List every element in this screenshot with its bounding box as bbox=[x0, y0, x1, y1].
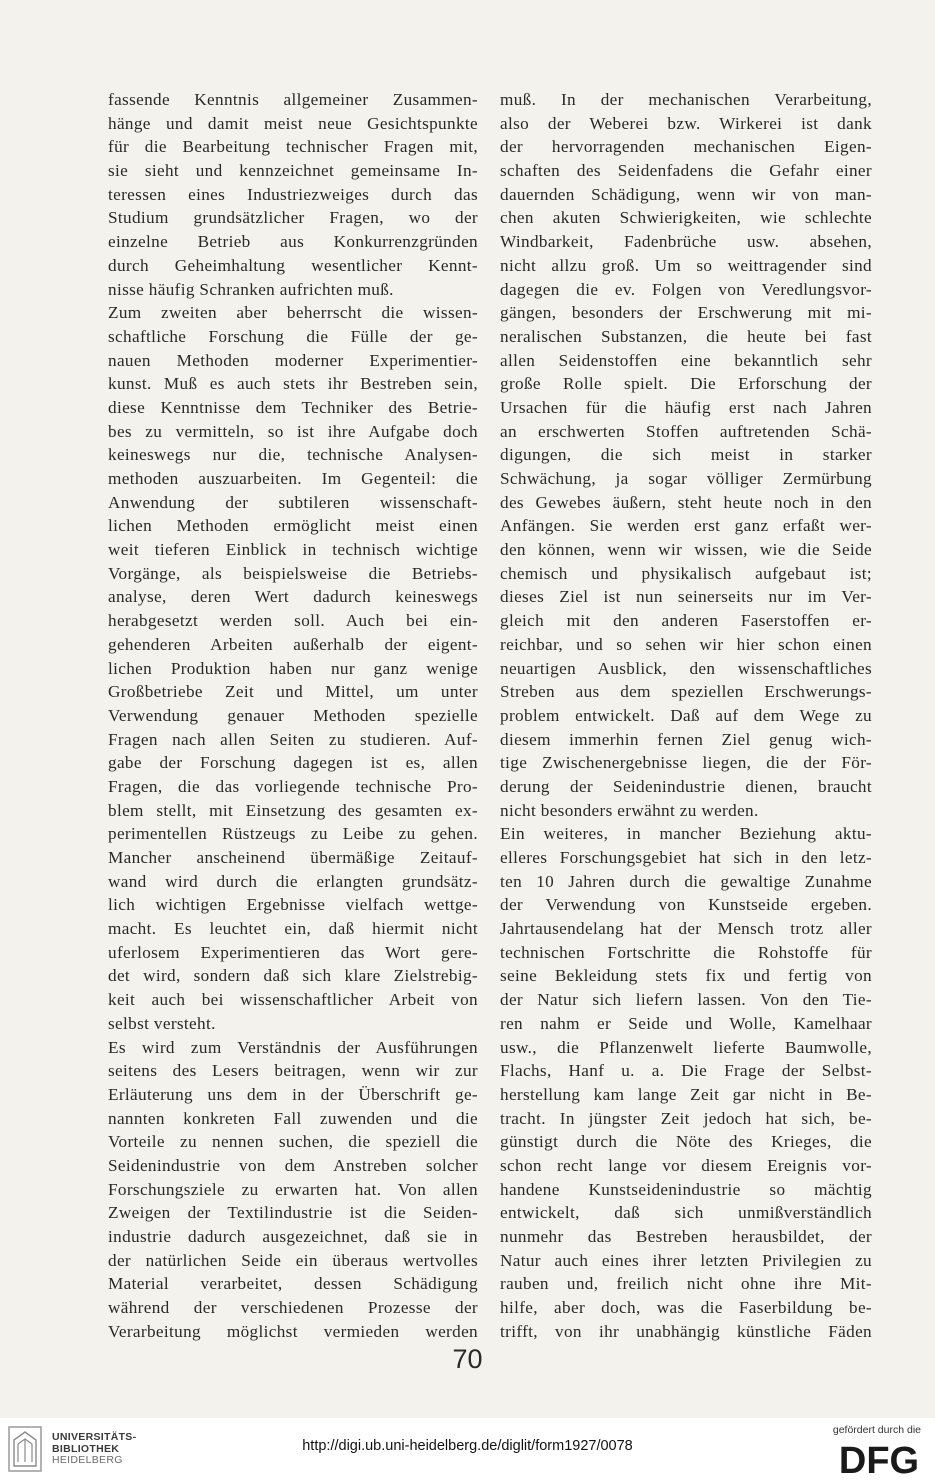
text-line: seine Bekleidung stets fix und fertig von bbox=[500, 966, 872, 986]
text-line: diese Kenntnisse dem Techniker des Betrie- bbox=[108, 397, 478, 417]
text-line: einzelne Betrieb aus Konkurrenzgründen bbox=[108, 232, 478, 252]
text-line: selbst versteht. bbox=[108, 1013, 216, 1033]
text-line: analyse, deren Wert dadurch keineswegs bbox=[108, 587, 478, 607]
text-line: Es wird zum Verständnis der Ausführungen bbox=[108, 1037, 478, 1057]
text-line: problem entwickelt. Daß auf dem Wege zu bbox=[500, 705, 872, 725]
text-line: schon recht lange vor diesem Ereignis vor- bbox=[500, 1155, 872, 1175]
library-line-3: HEIDELBERG bbox=[52, 1454, 123, 1466]
text-line: handene Kunstseidenindustrie so mächtig bbox=[500, 1179, 872, 1199]
text-line: keit auch bei wissenschaftlicher Arbeit von bbox=[108, 990, 478, 1010]
text-line: nicht allzu groß. Um so weittragender sind bbox=[500, 255, 872, 275]
text-line: Vorteile zu nennen suchen, die speziell die bbox=[108, 1132, 478, 1152]
text-line: bes zu vermitteln, so ist ihre Aufgabe doch bbox=[108, 421, 478, 441]
text-line: uferlosem Experimentieren das Wort gere- bbox=[108, 942, 478, 962]
text-line: Anwendung der subtileren wissenschaft- bbox=[108, 492, 478, 512]
text-line: usw., die Pflanzenwelt lieferte Baumwolle, bbox=[500, 1037, 872, 1057]
left-text-column bbox=[108, 88, 478, 1343]
library-line-2: BIBLIOTHEK bbox=[52, 1442, 120, 1455]
text-line: Erläuterung uns dem in der Überschrift ge- bbox=[108, 1084, 478, 1104]
text-line: Forschungsziele zu erwarten hat. Von allen bbox=[108, 1179, 478, 1199]
text-line: gabe der Forschung dagegen ist es, allen bbox=[108, 753, 478, 773]
text-line: des Gewebes äußern, steht heute noch in den bbox=[500, 492, 872, 512]
text-line: durch Geheimhaltung wesentlicher Kennt- bbox=[108, 255, 478, 275]
text-line: kunst. Muß es auch stets ihr Bestreben sein, bbox=[108, 374, 478, 394]
text-line: hänge und damit meist neue Gesichtspunkte bbox=[108, 113, 478, 133]
text-line: chemisch und physikalisch aufgebaut ist; bbox=[500, 563, 872, 583]
text-line: digungen, die sich meist in starker bbox=[500, 445, 872, 465]
text-line: gängen, besonders der Erschwerung mit mi- bbox=[500, 303, 872, 323]
text-line: trifft, von ihr unabhängig künstliche Fäden bbox=[500, 1321, 872, 1341]
text-line: lich wichtigen Ergebnisse vielfach wettge- bbox=[108, 895, 478, 915]
text-line: Studium grundsätzlicher Fragen, wo der bbox=[108, 208, 478, 228]
text-line: der hervorragenden mechanischen Eigen- bbox=[500, 137, 872, 157]
text-line: Großbetriebe Zeit und Mittel, um unter bbox=[108, 682, 478, 702]
text-line: entwickelt, daß sich unmißverständlich bbox=[500, 1203, 872, 1223]
text-line: methoden auszuarbeiten. Im Gegenteil: die bbox=[108, 469, 478, 488]
text-line: lichen Methoden ermöglicht meist einen bbox=[108, 516, 478, 536]
text-line: det wird, sondern daß sich klare Zielstrebig- bbox=[108, 966, 478, 986]
text-line: weit tieferen Einblick in technisch wichtige bbox=[108, 540, 478, 560]
text-line: tracht. In jüngster Zeit jedoch hat sich, be- bbox=[500, 1108, 872, 1128]
text-line: während der verschiedenen Prozesse der bbox=[108, 1298, 478, 1318]
text-line: Verwendung genauer Methoden spezielle bbox=[108, 705, 478, 725]
text-line: an erschwerten Stoffen auftretenden Schä- bbox=[500, 421, 872, 441]
text-line: Fragen nach allen Seiten zu studieren. Auf- bbox=[108, 729, 478, 749]
text-line: Seidenindustrie von dem Anstreben solcher bbox=[108, 1155, 478, 1175]
text-line: seitens des Lesers beitragen, wenn wir zur bbox=[108, 1061, 478, 1081]
text-line: große Rolle spielt. Die Erforschung der bbox=[500, 374, 872, 394]
text-line: Flachs, Hanf u. a. Die Frage der Selbst- bbox=[500, 1061, 872, 1081]
text-line: teressen eines Industriezweiges durch das bbox=[108, 184, 478, 204]
text-line: derung der Seidenindustrie dienen, braucht bbox=[500, 776, 872, 796]
text-line: Verarbeitung möglichst vermieden werden bbox=[108, 1321, 478, 1341]
text-line: dauernden Schädigung, wenn wir von man- bbox=[500, 184, 872, 204]
text-line: perimentellen Rüstzeugs zu Leibe zu gehen. bbox=[108, 824, 478, 844]
text-line: dagegen die ev. Folgen von Veredlungsvor- bbox=[500, 279, 872, 299]
text-line: blem stellt, mit Einsetzung des gesamten ex- bbox=[108, 800, 478, 820]
text-line: lichen Produktion haben nur ganz wenige bbox=[108, 658, 478, 678]
text-line: wand wird durch die erlangten grundsätz- bbox=[108, 871, 478, 891]
text-line: gehenderen Arbeiten außerhalb der eigent- bbox=[108, 634, 478, 654]
text-line: herabgesetzt werden soll. Auch bei ein- bbox=[108, 611, 478, 631]
text-line: der natürlichen Seide ein überaus wertvolles bbox=[108, 1250, 478, 1270]
text-line: rauben und, freilich nicht ohne ihre Mit- bbox=[500, 1274, 872, 1294]
text-line: allen Seidenstoffen eine bekanntlich sehr bbox=[500, 350, 872, 370]
text-line: Material verarbeitet, dessen Schädigung bbox=[108, 1274, 478, 1294]
text-line: der Natur sich liefern lassen. Von den Tie- bbox=[500, 990, 872, 1010]
text-line: schaften des Seidenfadens die Gefahr einer bbox=[500, 161, 872, 181]
library-line-1: UNIVERSITÄTS- bbox=[52, 1431, 137, 1443]
text-line: nauen Methoden moderner Experimentier- bbox=[108, 350, 478, 370]
text-line: Jahrtausendelang hat der Mensch trotz aller bbox=[500, 919, 872, 939]
text-line: sie sieht und kennzeichnet gemeinsame In- bbox=[108, 161, 478, 181]
text-line: Windbarkeit, Fadenbrüche usw. absehen, bbox=[500, 232, 872, 252]
text-line: also der Weberei bzw. Wirkerei ist dank bbox=[500, 113, 872, 133]
viewer-footer bbox=[0, 1418, 935, 1484]
text-line: Fragen, die das vorliegende technische Pro- bbox=[108, 776, 478, 796]
text-line: neuartigen Ausblick, den wissenschaftliches bbox=[500, 658, 872, 678]
permalink-url[interactable]: http://digi.ub.uni-heidelberg.de/diglit/form1927/0078 bbox=[302, 1438, 633, 1454]
text-line: schaftliche Forschung die Fülle der ge- bbox=[108, 326, 478, 346]
text-line: nannten konkreten Fall zuwenden und die bbox=[108, 1108, 478, 1128]
text-line: der Verwendung von Kunstseide ergeben. bbox=[500, 895, 872, 915]
text-line: nisse häufig Schranken aufrichten muß. bbox=[108, 279, 394, 299]
text-line: fassende Kenntnis allgemeiner Zusammen- bbox=[108, 90, 478, 109]
text-line: dieses Ziel ist nun seinerseits nur im Ver- bbox=[500, 587, 872, 607]
text-line: diesem immerhin fernen Ziel genug wich- bbox=[500, 729, 872, 749]
text-line: muß. In der mechanischen Verarbeitung, bbox=[500, 90, 872, 109]
dfg-logo-text: DFG bbox=[838, 1440, 920, 1478]
text-line: reichbar, und so sehen wir hier schon einen bbox=[500, 634, 872, 654]
text-line: Vorgänge, als beispielsweise die Betriebs- bbox=[108, 563, 478, 583]
text-line: industrie dadurch ausgezeichnet, daß sie in bbox=[108, 1227, 478, 1246]
text-line: Zweigen der Textilindustrie ist die Seiden- bbox=[108, 1203, 478, 1223]
right-text-column bbox=[500, 88, 872, 1343]
text-line: Anfängen. Sie werden erst ganz erfaßt wer- bbox=[500, 516, 872, 536]
dfg-logo bbox=[835, 1440, 923, 1478]
text-line: günstigt durch die Nöte des Krieges, die bbox=[500, 1132, 872, 1152]
text-line: ren nahm er Seide und Wolle, Kamelhaar bbox=[500, 1013, 872, 1033]
text-line: macht. Es leuchtet ein, daß hiermit nicht bbox=[108, 919, 478, 939]
text-line: tige Zwischenergebnisse liegen, die der För- bbox=[500, 753, 872, 773]
text-line: Ursachen für die häufig erst nach Jahren bbox=[500, 397, 872, 417]
text-line: hilfe, aber doch, was die Faserbildung be- bbox=[500, 1298, 872, 1318]
text-line: nicht besonders erwähnt zu werden. bbox=[500, 800, 759, 820]
text-line: Schwächung, ja sogar völliger Zermürbung bbox=[500, 469, 872, 488]
text-line: neralischen Substanzen, die heute bei fast bbox=[500, 326, 872, 346]
text-line: für die Bearbeitung technischer Fragen mit, bbox=[108, 137, 478, 157]
text-line: chen akuten Schwierigkeiten, wie schlechte bbox=[500, 208, 872, 228]
text-line: technischen Fortschritte die Rohstoffe für bbox=[500, 942, 872, 962]
text-line: elleres Forschungsgebiet hat sich in den letz- bbox=[500, 848, 872, 867]
text-line: gleich mit den anderen Faserstoffen er- bbox=[500, 611, 872, 631]
text-line: nunmehr das Bestreben herausbildet, der bbox=[500, 1227, 872, 1246]
text-line: den können, wenn wir wissen, wie die Seide bbox=[500, 540, 872, 560]
text-line: ten 10 Jahren durch die gewaltige Zunahme bbox=[500, 871, 872, 891]
text-line: keineswegs nur die, technische Analysen- bbox=[108, 445, 478, 465]
text-line: Natur auch eines ihrer letzten Privilegien zu bbox=[500, 1250, 872, 1270]
text-line: Mancher anscheinend übermäßige Zeitauf- bbox=[108, 848, 478, 867]
text-line: Ein weiteres, in mancher Beziehung aktu- bbox=[500, 824, 872, 844]
dfg-caption: gefördert durch die bbox=[832, 1424, 921, 1436]
text-line: Zum zweiten aber beherrscht die wissen- bbox=[108, 303, 478, 323]
text-line: herstellung kam lange Zeit gar nicht in Be- bbox=[500, 1084, 872, 1104]
text-line: Streben aus dem speziellen Erschwerungs- bbox=[500, 682, 872, 702]
page-number: 70 bbox=[452, 1344, 483, 1374]
